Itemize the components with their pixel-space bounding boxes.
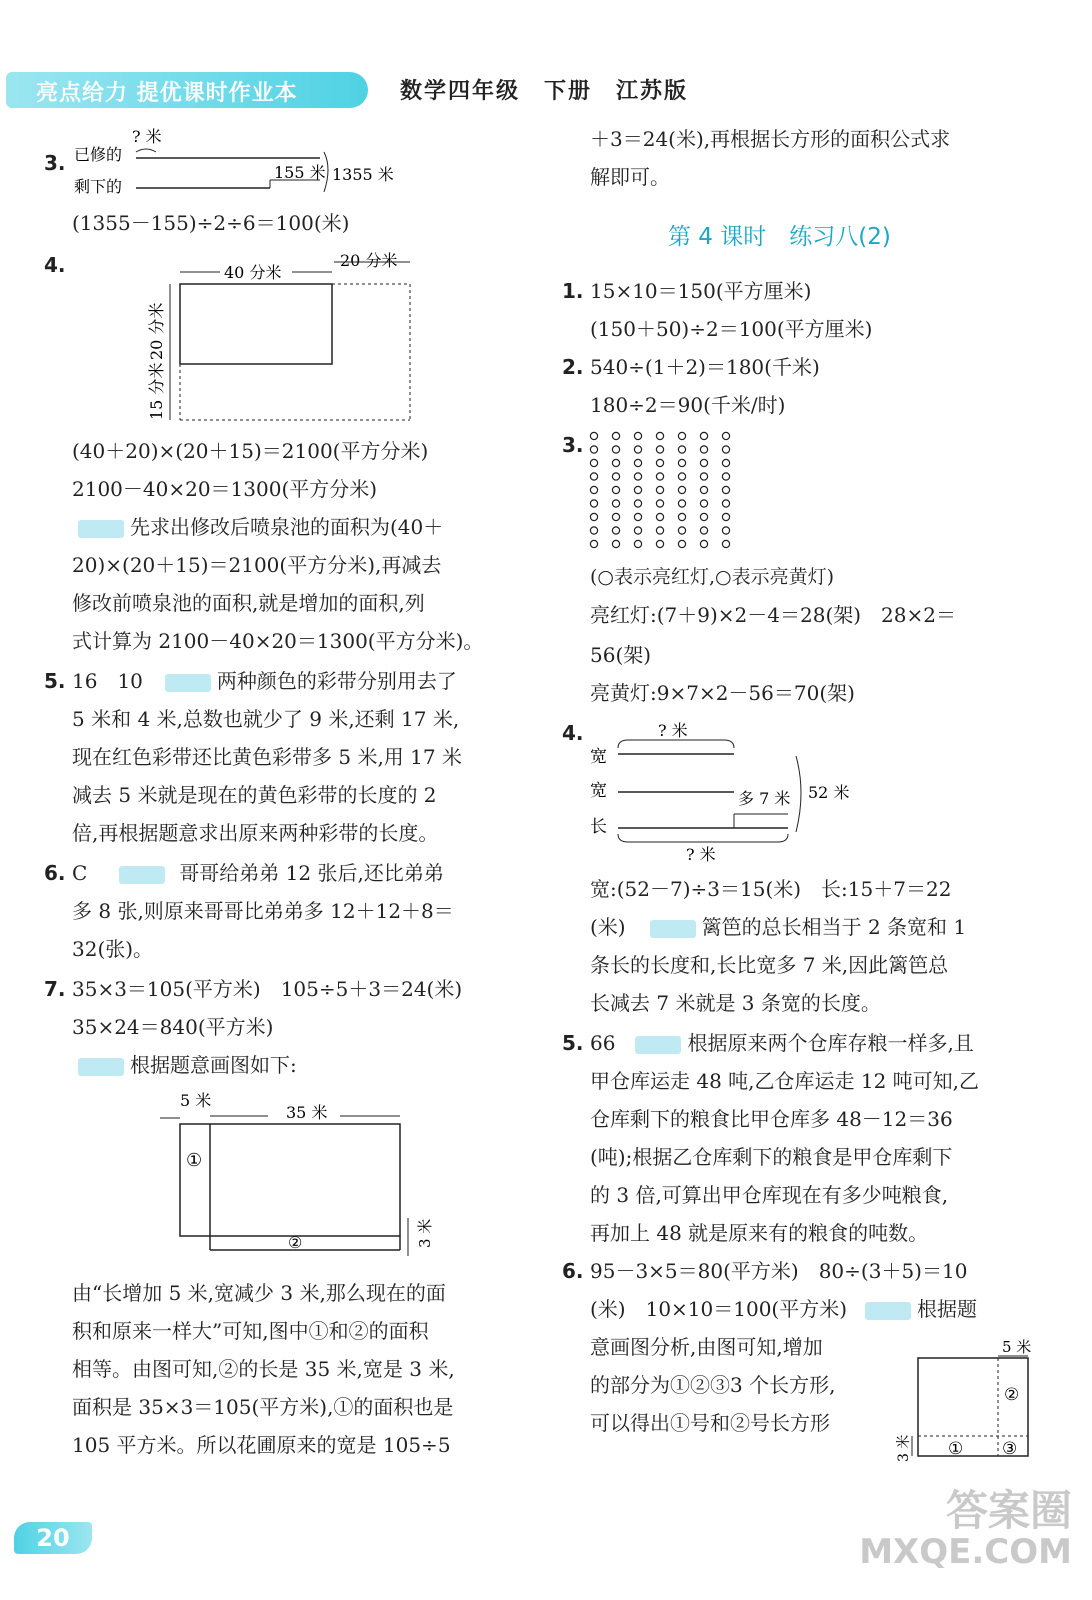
analysis-tag xyxy=(165,674,211,692)
q7-d3: 3 米 xyxy=(416,1218,434,1248)
q7-line-4: 面积是 35×3＝105(平方米),①的面积也是 xyxy=(72,1395,454,1419)
light-dot xyxy=(656,446,663,453)
q3-label-repaired: 已修的 xyxy=(74,145,123,164)
light-dot xyxy=(700,513,707,520)
q7-d5: 5 米 xyxy=(180,1091,212,1110)
q3-extra: 155 米 xyxy=(274,163,326,182)
light-dot xyxy=(678,459,685,466)
q7-line-5: 105 平方米。所以花圃原来的宽是 105÷5 xyxy=(72,1433,451,1457)
q7-line-3: 相等。由图可知,②的长是 35 米,宽是 3 米, xyxy=(72,1357,455,1381)
r-q6-region-1: ① xyxy=(948,1439,964,1459)
r-q1-eq1: 15×10＝150(平方厘米) xyxy=(590,279,812,303)
q6-line-3: 32(张)。 xyxy=(72,937,154,961)
r-q3-yellow: 亮黄灯:9×7×2－56＝70(架) xyxy=(590,681,855,705)
r-q6-number: 6. xyxy=(562,1259,584,1283)
r-q4-l: 长 xyxy=(590,817,607,837)
light-dot xyxy=(678,446,685,453)
r-q6-diagram xyxy=(894,1336,1044,1464)
r-q6-line-2: (米) 10×10＝100(平方米) 根据题 xyxy=(590,1297,978,1321)
r-q3-red-1: 亮红灯:(7＋9)×2－4＝28(架) 28×2＝ xyxy=(590,603,956,627)
light-dot xyxy=(656,473,663,480)
r-q3-number: 3. xyxy=(562,433,584,457)
light-dot xyxy=(700,473,707,480)
r-q2-eq1: 540÷(1＋2)＝180(千米) xyxy=(590,355,820,379)
r-q6-region-3: ③ xyxy=(1002,1439,1018,1459)
q7-line-1: 由“长增加 5 米,宽减少 3 米,那么现在的面 xyxy=(72,1281,446,1305)
book-subtitle: 数学四年级 下册 江苏版 xyxy=(400,79,689,104)
light-dot xyxy=(700,500,707,507)
r-q4-more: 多 7 米 xyxy=(738,789,791,808)
r-q6-line-4: 的部分为①②③3 个长方形, xyxy=(590,1373,836,1397)
q7-eq1: 35×3＝105(平方米) 105÷5＋3＝24(米) xyxy=(72,977,463,1001)
watermark-url: MXQE.COM xyxy=(859,1532,1072,1572)
light-dot xyxy=(590,432,597,439)
q6-number: 6. xyxy=(44,861,66,885)
q3-unknown: ? 米 xyxy=(132,127,162,146)
q3-total: 1355 米 xyxy=(332,165,394,184)
q4-explanation-4: 式计算为 2100－40×20＝1300(平方分米)。 xyxy=(72,629,484,653)
q4-eq1: (40＋20)×(20＋15)＝2100(平方分米) xyxy=(72,439,429,463)
r-q6-eq1: 95－3×5＝80(平方米) 80÷(3＋5)＝10 xyxy=(590,1259,968,1283)
q3-label-remaining: 剩下的 xyxy=(74,177,123,196)
light-dot xyxy=(722,500,729,507)
light-dot xyxy=(612,527,619,534)
q7-region-2: ② xyxy=(288,1233,303,1252)
r-q3-red-2: 56(架) xyxy=(590,643,652,667)
q4-d40: 40 分米 xyxy=(224,263,282,282)
r-q4-line-4: 长减去 7 米就是 3 条宽的长度。 xyxy=(590,991,881,1015)
q6-line-2: 多 8 张,则原来哥哥比弟弟多 12＋12＋8＝ xyxy=(72,899,454,923)
q5-line-4: 减去 5 米就是现在的黄色彩带的长度的 2 xyxy=(72,783,437,807)
r-q5-line-2: 甲仓库运走 48 吨,乙仓库运走 12 吨可知,乙 xyxy=(590,1069,980,1093)
r-q1-eq2: (150＋50)÷2＝100(平方厘米) xyxy=(590,317,873,341)
light-dot xyxy=(700,486,707,493)
q7-number: 7. xyxy=(44,977,66,1001)
light-dot xyxy=(656,500,663,507)
r-q3-legend: (○表示亮红灯,○表示亮黄灯) xyxy=(590,566,835,588)
light-dot xyxy=(700,459,707,466)
light-grid xyxy=(586,430,746,554)
analysis-tag xyxy=(865,1302,911,1320)
q5-number: 5. xyxy=(44,669,66,693)
light-dot xyxy=(590,473,597,480)
light-dot xyxy=(612,540,619,547)
q6-answer-line: C 哥哥给弟弟 12 张后,还比弟弟 xyxy=(72,861,444,885)
light-dot xyxy=(634,446,641,453)
light-dot xyxy=(634,432,641,439)
q3-number: 3. xyxy=(44,151,66,175)
light-dot xyxy=(634,527,641,534)
r-q5-line-6: 再加上 48 就是原来有的粮食的吨数。 xyxy=(590,1221,929,1245)
light-dot xyxy=(700,540,707,547)
light-dot xyxy=(678,527,685,534)
q7-line-2: 积和原来一样大”可知,图中①和②的面积 xyxy=(72,1319,429,1343)
q7-eq2: 35×24＝840(平方米) xyxy=(72,1015,274,1039)
q5-answer-line: 16 10 两种颜色的彩带分别用去了 xyxy=(72,669,457,693)
light-dot xyxy=(634,513,641,520)
light-dot xyxy=(656,459,663,466)
light-dot xyxy=(722,513,729,520)
light-dot xyxy=(590,500,597,507)
r-q5-number: 5. xyxy=(562,1031,584,1055)
light-dot xyxy=(700,527,707,534)
light-dot xyxy=(722,540,729,547)
light-dot xyxy=(634,473,641,480)
r-q4-line-3: 条长的长度和,长比宽多 7 米,因此篱笆总 xyxy=(590,953,949,977)
light-dot xyxy=(612,486,619,493)
r-q4-w1: 宽 xyxy=(590,747,607,767)
series-title: 亮点给力 提优课时作业本 xyxy=(36,81,298,106)
q4-d20top: 20 分米 xyxy=(340,251,398,270)
light-dot xyxy=(678,500,685,507)
light-dot xyxy=(612,446,619,453)
r-q6-line-3: 意画图分析,由图可知,增加 xyxy=(590,1335,823,1359)
r-q4-eq1: 宽:(52－7)÷3＝15(米) 长:15＋7＝22 xyxy=(590,877,952,901)
q4-eq2: 2100－40×20＝1300(平方分米) xyxy=(72,477,378,501)
light-dot xyxy=(612,459,619,466)
light-dot xyxy=(656,527,663,534)
q4-diagram xyxy=(140,248,430,428)
light-dot xyxy=(656,486,663,493)
light-dot xyxy=(700,432,707,439)
light-dot xyxy=(722,473,729,480)
r-q4-total: 52 米 xyxy=(808,783,850,802)
light-dot xyxy=(678,513,685,520)
light-dot xyxy=(634,486,641,493)
light-dot xyxy=(722,432,729,439)
q7-region-1: ① xyxy=(186,1150,203,1171)
prev-continue-1: ＋3＝24(米),再根据长方形的面积公式求 xyxy=(590,127,951,151)
r-q5-line-4: (吨);根据乙仓库剩下的粮食是甲仓库剩下 xyxy=(590,1145,953,1169)
light-dot xyxy=(678,540,685,547)
r-q2-eq2: 180÷2＝90(千米/时) xyxy=(590,393,786,417)
r-q5-answer-line: 66 根据原来两个仓库存粮一样多,且 xyxy=(590,1031,974,1055)
light-dot xyxy=(590,540,597,547)
light-dot xyxy=(590,527,597,534)
r-q6-region-2: ② xyxy=(1004,1385,1020,1405)
q3-diagram xyxy=(70,124,410,200)
q5-line-2: 5 米和 4 米,总数也就少了 9 米,还剩 17 米, xyxy=(72,707,460,731)
analysis-tag xyxy=(78,1058,124,1076)
light-dot xyxy=(656,432,663,439)
q4-d15: 15 分米 xyxy=(147,362,166,420)
r-q2-number: 2. xyxy=(562,355,584,379)
light-dot xyxy=(590,513,597,520)
light-dot xyxy=(722,446,729,453)
q7-d35: 35 米 xyxy=(286,1103,328,1122)
r-q4-diagram xyxy=(588,716,868,866)
light-dot xyxy=(612,500,619,507)
page-number: 20 xyxy=(14,1522,92,1554)
light-dot xyxy=(722,486,729,493)
light-dot xyxy=(634,540,641,547)
section-title: 第 4 课时 练习八(2) xyxy=(668,224,891,250)
light-dot xyxy=(700,446,707,453)
light-dot xyxy=(590,446,597,453)
analysis-tag xyxy=(119,866,165,884)
r-q1-number: 1. xyxy=(562,279,584,303)
prev-continue-2: 解即可。 xyxy=(590,165,670,189)
q4-number: 4. xyxy=(44,253,66,277)
r-q5-line-5: 的 3 倍,可算出甲仓库现在有多少吨粮食, xyxy=(590,1183,949,1207)
light-dot xyxy=(722,459,729,466)
q3-equation: (1355－155)÷2÷6＝100(米) xyxy=(72,211,350,235)
light-dot xyxy=(722,527,729,534)
q5-line-5: 倍,再根据题意求出原来两种彩带的长度。 xyxy=(72,821,439,845)
r-q6-line-5: 可以得出①号和②号长方形 xyxy=(590,1411,830,1435)
light-dot xyxy=(678,486,685,493)
light-dot xyxy=(678,473,685,480)
light-dot xyxy=(612,473,619,480)
light-dot xyxy=(590,459,597,466)
q4-d20side: 20 分米 xyxy=(147,302,166,360)
analysis-tag xyxy=(78,520,124,538)
q4-explanation-1: 先求出修改后喷泉池的面积为(40＋ xyxy=(72,512,443,542)
r-q4-number: 4. xyxy=(562,721,584,745)
light-dot xyxy=(634,459,641,466)
r-q6-d5: 5 米 xyxy=(1002,1338,1032,1356)
light-dot xyxy=(612,432,619,439)
analysis-tag xyxy=(635,1036,681,1054)
light-dot xyxy=(612,513,619,520)
r-q5-line-3: 仓库剩下的粮食比甲仓库多 48－12＝36 xyxy=(590,1107,953,1131)
light-dot xyxy=(656,513,663,520)
q4-explanation-3: 修改前喷泉池的面积,就是增加的面积,列 xyxy=(72,591,425,615)
q5-line-3: 现在红色彩带还比黄色彩带多 5 米,用 17 米 xyxy=(72,745,462,769)
r-q4-q-top: ? 米 xyxy=(658,721,688,740)
watermark-logo: 答案圈 xyxy=(945,1486,1072,1535)
r-q4-q-bottom: ? 米 xyxy=(686,845,716,864)
light-dot xyxy=(590,486,597,493)
analysis-tag xyxy=(650,920,696,938)
q7-diagram xyxy=(150,1088,440,1260)
light-dot xyxy=(656,540,663,547)
r-q6-d3: 3 米 xyxy=(896,1434,912,1462)
series-banner xyxy=(6,72,368,108)
r-q4-line-2: (米) 篱笆的总长相当于 2 条宽和 1 xyxy=(590,915,967,939)
r-q4-w2: 宽 xyxy=(590,781,607,801)
light-dot xyxy=(634,500,641,507)
q4-explanation-2: 20)×(20＋15)＝2100(平方分米),再减去 xyxy=(72,553,442,577)
light-dot xyxy=(678,432,685,439)
q7-intro: 根据题意画图如下: xyxy=(72,1050,297,1080)
